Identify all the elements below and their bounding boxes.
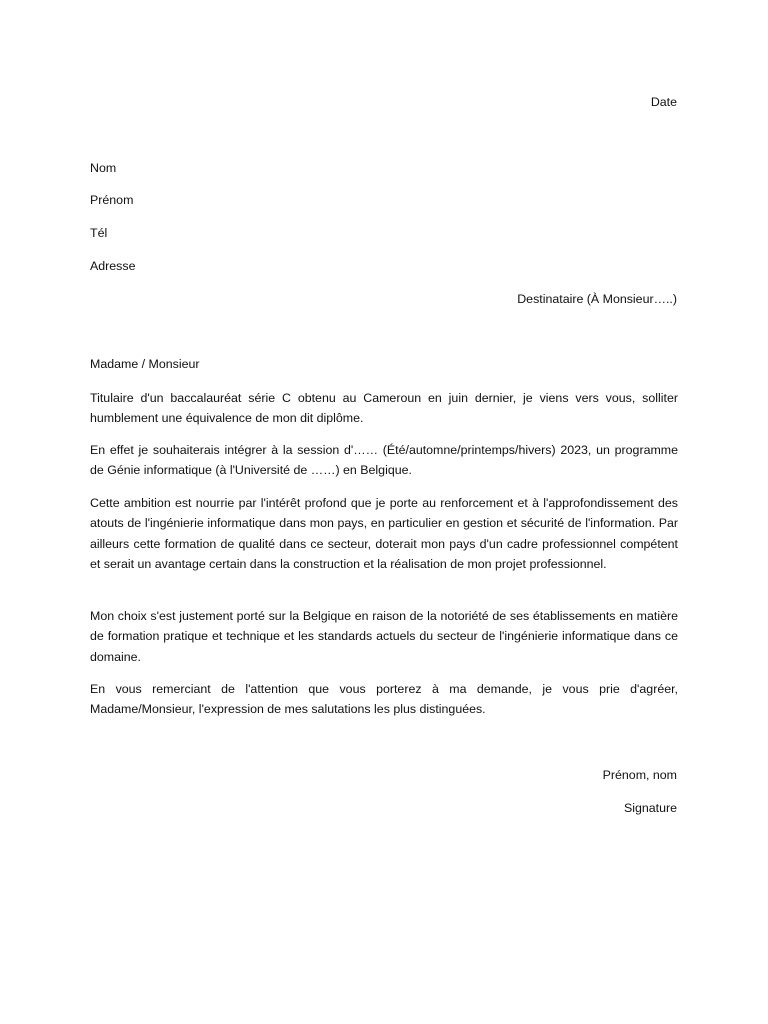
closing-name: Prénom, nom xyxy=(602,768,677,782)
salutation: Madame / Monsieur xyxy=(90,357,200,371)
paragraph-2: En effet je souhaiterais intégrer à la session d'…… (Été/automne/printemps/hivers) 2023, un programme de Génie informatique (à l'Université de ……) en Belgique. xyxy=(90,443,678,478)
date-field: Date xyxy=(650,95,677,109)
closing-signature: Signature xyxy=(623,801,677,815)
sender-tel: Tél xyxy=(90,226,108,240)
paragraph-1: Titulaire d'un baccalauréat série C obtenu au Cameroun en juin dernier, je viens vers vous, solliter humblement une équivalence de mon dit diplôme. xyxy=(90,391,678,426)
sender-nom: Nom xyxy=(90,161,117,175)
sender-prenom: Prénom xyxy=(90,193,134,207)
paragraph-5: En vous remerciant de l'attention que vous porterez à ma demande, je vous prie d'agréer, Madame/Monsieur, l'expression de mes salutations les plus distinguées. xyxy=(90,682,678,717)
sender-adresse: Adresse xyxy=(90,259,136,273)
recipient-field: Destinataire (À Monsieur…..) xyxy=(517,292,677,306)
paragraph-4: Mon choix s'est justement porté sur la Belgique en raison de la notoriété de ses établissements en matière de formation pratique et technique et les standards actuels du secteur de l'ingénierie informatique dans ce domaine. xyxy=(90,609,678,664)
paragraph-3: Cette ambition est nourrie par l'intérêt profond que je porte au renforcement et à l'approfondissement des atouts de l'ingénierie informatique dans mon pays, en particulier en gestion et sécurité de l'information. Par ailleurs cette formation de qualité dans ce secteur, doterait mon pays d'un cadre professionnel compétent et serait un avantage certain dans la construction et la réalisation de mon projet professionnel. xyxy=(90,496,678,572)
